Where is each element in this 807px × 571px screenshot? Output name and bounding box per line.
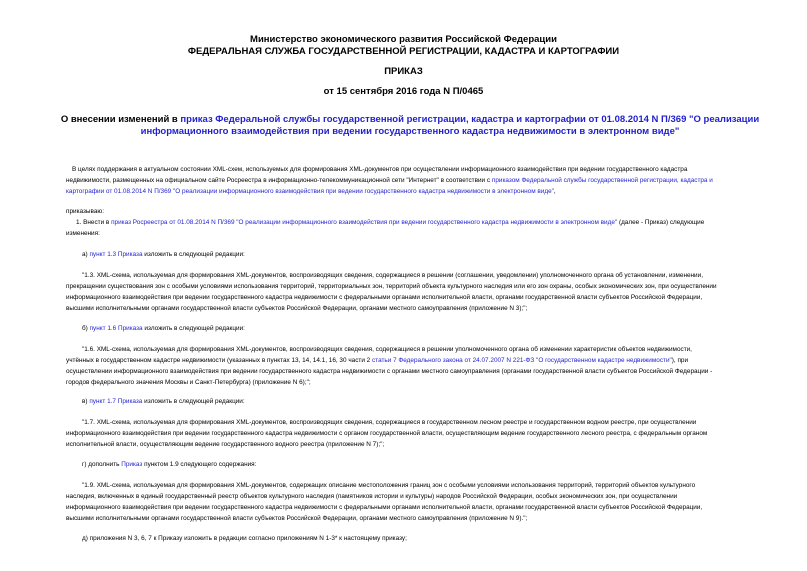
subitem-d: д) приложения N 3, 6, 7 к Приказу изложить в редакции согласно приложениям N 1-3* к настоящему приказу;	[82, 535, 407, 542]
document-title	[60, 114, 760, 138]
doc-type: ПРИКАЗ	[384, 66, 423, 77]
quote-1-9-line-2: наследия, включенных в единый государственный реестр объектов культурного наследия (памятников истории и культуры) народов Российской Федерации, особых экономических зон, при осуществлении	[66, 493, 678, 500]
subitem-v-post: изложить в следующей редакции:	[142, 398, 245, 405]
law-article-link[interactable]: статьи 7 Федерального закона от 24.07.2007 N 221-ФЗ "О государственном кадастре недвижимости"	[372, 357, 672, 364]
quote-1-3-line-4: высшими исполнительными органами государственной власти субъектов Российской Федерации, органами местного самоуправления (приложение N 3);";	[66, 305, 528, 312]
quote-1-3-line-3: информационного взаимодействия при ведении государственного кадастра недвижимости с федеральными органами исполнительной власти, органами государственной власти субъектов Российской Федерации,	[66, 294, 703, 301]
subitem-v-link[interactable]: пункт 1.7 Приказа	[89, 398, 143, 405]
item1-text-a: 1. Внести в	[76, 219, 112, 226]
intro-line-3-comma: ,	[553, 188, 556, 195]
quote-1-7-line-2: информационного взаимодействия при ведении государственного кадастра недвижимости с органом государственной власти, осуществляющим ведение государственного лесного реестра, с федеральным органом	[66, 430, 708, 437]
quote-1-6-line-2-end: ), при	[671, 357, 689, 364]
subitem-g	[82, 460, 256, 470]
quote-1-6-line-1: "1.6. XML-схема, используемая для формирования XML-документов, воспроизводящих сведения, содержащиеся в решении уполномоченного органа об изменении характеристик объектов недвижимости,	[82, 346, 692, 353]
intro-order-link-2[interactable]: картографии от 01.08.2014 N П/369 "О реализации информационного взаимодействия при ведении государственного кадастра недвижимости в электронном виде"	[66, 188, 554, 195]
quote-1-3-line-1: "1.3. XML-схема, используемая для формирования XML-документов, воспроизводящих сведения, содержащиеся в решении (соглашении, уведомлении) уполномоченного органа об установлении, изменении,	[82, 272, 703, 279]
subitem-a-link[interactable]: пункт 1.3 Приказа	[89, 251, 143, 258]
subitem-g-link[interactable]: Приказ	[121, 461, 143, 468]
subitem-b-post: изложить в следующей редакции:	[142, 325, 245, 332]
item1-text-b: (далее - Приказ) следующие	[617, 219, 705, 226]
quote-1-9-line-4: высшими исполнительными органами государственной власти субъектов Российской Федерации, органами местного самоуправления (приложение N 9).";	[66, 515, 528, 522]
subitem-a-post: изложить в следующей редакции:	[142, 251, 245, 258]
quote-1-6-line-3: осуществлении информационного взаимодействия при ведении государственного кадастра недвижимости с органами местного самоуправления (органами государственной власти субъектов Российской Федерации -	[66, 368, 713, 375]
item1-order-link[interactable]: приказ Росреестра от 01.08.2014 N П/369 "О реализации информационного взаимодействия при ведении государственного кадастра недвижимости в электронном виде"	[111, 219, 618, 226]
quote-1-6-line-2	[66, 356, 688, 366]
item1-line-1	[76, 218, 704, 228]
subitem-a	[82, 250, 245, 260]
subitem-g-pre: г) дополнить	[82, 461, 122, 468]
subitem-b-link[interactable]: пункт 1.6 Приказа	[89, 325, 143, 332]
quote-1-6-line-4: городов федерального значения Москвы и Санкт-Петербурга) (приложение N 6);";	[66, 379, 311, 386]
subitem-b-pre: б)	[82, 325, 90, 332]
item1-line-2: изменения:	[66, 230, 100, 237]
subitem-g-post: пунктом 1.9 следующего содержания:	[142, 461, 257, 468]
subitem-a-pre: а)	[82, 251, 90, 258]
service-name: ФЕДЕРАЛЬНАЯ СЛУЖБА ГОСУДАРСТВЕННОЙ РЕГИСТРАЦИИ, КАДАСТРА И КАРТОГРАФИИ	[187, 46, 620, 57]
intro-line-1: В целях поддержания в актуальном состоянии XML-схем, используемых для формирования XML-документов при осуществлении информационного взаимодействия при ведении государственного кадастра	[72, 166, 688, 173]
quote-1-6-line-2-text: учтённых в государственном кадастре недвижимости (указанных в пунктах 13, 14, 14.1, 16, 30 части 2	[66, 357, 373, 364]
quote-1-3-line-2: прекращении существования зон с особыми условиями использования территорий, территориальных зон, территорий объекта культурного наследия или его зон охраны, особых экономических зон, при осуществлении	[66, 283, 717, 290]
title-order-link[interactable]: приказ Федеральной службы государственной регистрации, кадастра и картографии от 01.08.2014 N П/369 "О реализации информационного взаимодействия при ведении государственного кадастра недвижимости в электронном виде"	[140, 114, 760, 137]
quote-1-9-line-3: информационного взаимодействия при ведении государственного кадастра недвижимости с федеральными органами исполнительной власти, органами государственной власти субъектов Российской Федерации,	[66, 504, 703, 511]
quote-1-9-line-1: "1.9. XML-схема, используемая для формирования XML-документов, содержащих описание местоположения границ зон с особыми условиями использования территорий, территорий объектов культурного	[82, 482, 696, 489]
subitem-v-pre: в)	[82, 398, 90, 405]
order-word: приказываю:	[66, 208, 104, 215]
subitem-b	[82, 324, 245, 334]
intro-line-2	[66, 176, 713, 186]
doc-date-number: от 15 сентября 2016 года N П/0465	[323, 86, 484, 97]
title-prefix: О внесении изменений в	[60, 114, 181, 125]
quote-1-7-line-3: исполнительной власти, осуществляющим ведение государственного водного реестра (приложение N 7);";	[66, 441, 385, 448]
intro-line-3	[66, 187, 556, 197]
intro-order-link-1[interactable]: приказом Федеральной службы государственной регистрации, кадастра и	[491, 177, 713, 184]
ministry-name: Министерство экономического развития Российской Федерации	[250, 34, 557, 45]
intro-line-2-text: недвижимости, размещенных на официальном сайте Росреестра в информационно-телекоммуникационной сети "Интернет" в соответствии с	[66, 177, 492, 184]
quote-1-7-line-1: "1.7. XML-схема, используемая для формирования XML-документов, воспроизводящих сведения, содержащиеся в государственном лесном реестре и государственном водном реестре, при осуществлении	[82, 419, 697, 426]
subitem-v	[82, 397, 245, 407]
